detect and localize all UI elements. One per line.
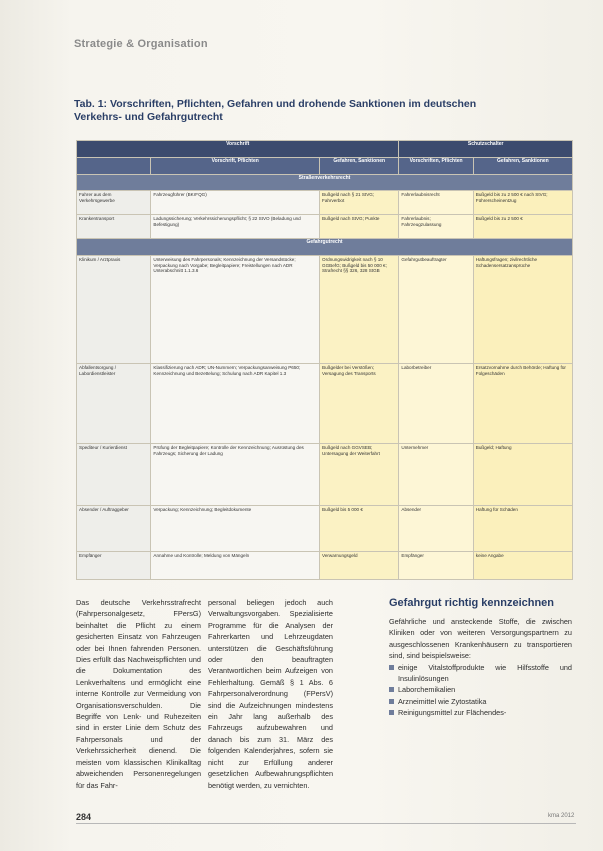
subsection-heading: Gefahrgut richtig kennzeichnen xyxy=(389,597,555,609)
issue-label: kma 2012 xyxy=(548,813,575,819)
list-item: einige Vitalstoffprodukte wie Hilfsstoffe und Insulinlösungen xyxy=(389,662,572,685)
col-header: Vorschriften, Pflichten xyxy=(399,157,473,174)
table-row xyxy=(77,364,573,444)
table-cell: Ladungssicherung; Verkehrssicherungspflicht; § 22 StVO (Beladung und Befestigung) xyxy=(151,215,320,239)
table-group-header xyxy=(77,141,573,158)
table-cell: Absender xyxy=(399,506,473,552)
table-band: Straßenverkehrsrecht xyxy=(77,174,573,191)
table-cell: Klassifizierung nach ADR; UN-Nummern; Verpackungsanweisung P650; Kennzeichnung und Bezettelung; Schulung nach ADR Kapitel 1.3 xyxy=(151,364,320,444)
table-cell: Ersatzvornahme durch Behörde; Haftung für Folgeschäden xyxy=(473,364,572,444)
table-cell: Bußgeld bis 5 000 € xyxy=(320,506,399,552)
bullet-list xyxy=(389,662,572,719)
group-left-header: Vorschrift xyxy=(77,141,399,158)
table-cell: Krankentransport xyxy=(77,215,151,239)
table-row xyxy=(77,444,573,506)
page-number: 284 xyxy=(76,812,92,822)
table-cell: Verpackung; Kennzeichnung; Begleitdokumente xyxy=(151,506,320,552)
table-cell: Empfänger xyxy=(399,552,473,580)
table-cell: Bußgeld bis zu 2 500 € xyxy=(473,215,572,239)
table-row xyxy=(77,552,573,580)
table-row xyxy=(77,256,573,364)
table-cell: Bußgelder bei Verstößen; Versagung des Transports xyxy=(320,364,399,444)
table-cell: Ordnungswidrigkeit nach § 10 GGBefG; Bußgeld bis 50 000 €; Strafrecht §§ 326, 328 StGB xyxy=(320,256,399,364)
table-row xyxy=(77,191,573,215)
section-header: Strategie & Organisation xyxy=(74,38,208,50)
footer-rule xyxy=(76,823,576,824)
body-column-1: Das deutsche Verkehrsstrafrecht (Fahrpersonalgesetz, FPersG) beinhaltet die Pflicht zu einem gesicherten Einsatz von Fahrzeugen oder bei Ihnen fahrenden Personen. Dies erfüllt das Nachweispflichten und die Dokumentation des Lenkverhaltens und ermöglicht eine interne Kontrolle zur Vermeidung von Organisationsverschulden. Die Begriffe von Lenk- und Ruhezeiten sind in erster Linie dem Schutz des Fahrpersonals und der Verkehrssicherheit dienend. Die meisten vom klassischen Klinikalltag abweichenden Personenregelungen für das Fahr- xyxy=(76,598,201,790)
table-band: Gefahrgutrecht xyxy=(77,239,573,256)
table-cell: Fahrerlaubnis; Fahrzeugzulassung xyxy=(399,215,473,239)
table-cell: Gefahrgutbeauftragter xyxy=(399,256,473,364)
group-right-header: Schutzschalter xyxy=(399,141,573,158)
list-item: Arzneimittel wie Zytostatika xyxy=(389,696,572,707)
table-cell: Bußgeld; Haftung xyxy=(473,444,572,506)
table-cell: Fahrer aus dem Verkehrsgewerbe xyxy=(77,191,151,215)
table-cell: Fahrzeugführer (BKrFQG) xyxy=(151,191,320,215)
list-item: Laborchemikalien xyxy=(389,684,572,695)
table-cell: Bußgeld nach StVG; Punkte xyxy=(320,215,399,239)
list-item: Reinigungsmittel zur Flächendes- xyxy=(389,707,572,718)
table-cell: Fahrerlaubnisrecht xyxy=(399,191,473,215)
table-cell: Unternehmer xyxy=(399,444,473,506)
table-title: Tab. 1: Vorschriften, Pflichten, Gefahren und drohende Sanktionen im deutschen Verkehrs- und Gefahrgutrecht xyxy=(74,98,477,123)
col-header: Gefahren, Sanktionen xyxy=(320,157,399,174)
col-header: Gefahren, Sanktionen xyxy=(473,157,572,174)
table-cell: Unterweisung des Fahrpersonals; Kennzeichnung der Versandstücke; Verpackung nach Vorgabe; Begleitpapiere; Freistellungen nach ADR Unterabschnitt 1.1.3.6 xyxy=(151,256,320,364)
table-column-header xyxy=(77,157,573,174)
col-header: Vorschrift, Pflichten xyxy=(151,157,320,174)
table-cell: Haftung für Schäden xyxy=(473,506,572,552)
table-cell: Klinikum / Arztpraxis xyxy=(77,256,151,364)
table-row xyxy=(77,215,573,239)
table-cell: Spediteur / Kurierdienst xyxy=(77,444,151,506)
table-cell: Abfallentsorgung / Labordienstleister xyxy=(77,364,151,444)
body-paragraph: Gefährliche und ansteckende Stoffe, die zwischen Kliniken oder von weiteren Versorgungspartnern zu ausgeschlossenen Krankenhäusern zu transportieren sind, sind beispielsweise: xyxy=(389,617,572,661)
table-cell: Verwarnungsgeld xyxy=(320,552,399,580)
table-cell: Haftungsfragen; zivilrechtliche Schadensersatzansprüche xyxy=(473,256,572,364)
col-header xyxy=(77,157,151,174)
table-cell: Prüfung der Begleitpapiere; Kontrolle der Kennzeichnung; Ausrüstung des Fahrzeugs; Sicherung der Ladung xyxy=(151,444,320,506)
table-cell: Empfänger xyxy=(77,552,151,580)
table-cell: Bußgeld nach GGVSEB; Untersagung der Weiterfahrt xyxy=(320,444,399,506)
table-cell: Laborbetreiber xyxy=(399,364,473,444)
table-cell: Bußgeld bis zu 2 500 € nach StVG; Führerscheinentzug xyxy=(473,191,572,215)
table-cell: Absender / Auftraggeber xyxy=(77,506,151,552)
table-cell: keine Angabe xyxy=(473,552,572,580)
regulations-table xyxy=(76,140,573,580)
table-row xyxy=(77,506,573,552)
body-column-3 xyxy=(389,597,572,719)
table-cell: Bußgeld nach § 21 StVG; Fahrverbot xyxy=(320,191,399,215)
table-cell: Annahme und Kontrolle; Meldung von Mängeln xyxy=(151,552,320,580)
body-column-2: personal beliegen jedoch auch Verwaltungsvorgaben. Spezialisierte Programme für die Analysen der Fahrerkarten und Lehrzeugdaten unterstützen die Geschäftsführung oder den beauftragten Verantwortlichen beim Aufzeigen von Fehlerhaltung. Gemäß § 1 Abs. 6 Fahrpersonalverordnung (FPersV) sind die Aufzeichnungen mindestens ein Jahr lang außerhalb des Fahrzeugs aufzubewahren und danach bis zum 31. März des folgenden Kalenderjahres, sofern sie nicht zur Erfüllung anderer gesetzlichen Aufbewahrungspflichten benötigt werden, zu vernichten. xyxy=(208,598,333,790)
